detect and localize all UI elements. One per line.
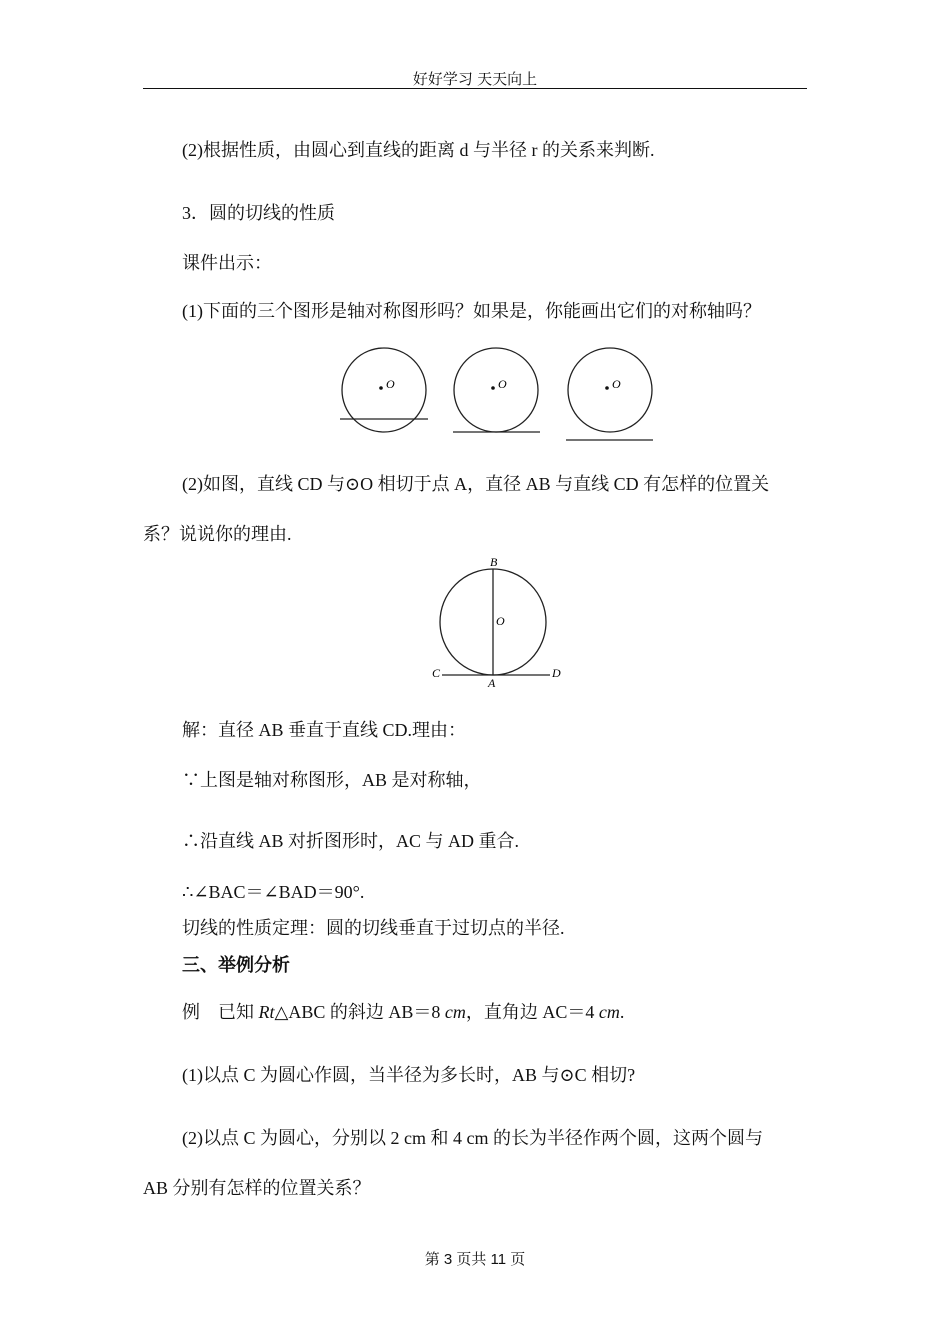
example-mid2: ，直角边 AC＝4 [465, 1002, 599, 1022]
circle-figure-1 [340, 348, 428, 432]
section-heading-3: 3．圆的切线的性质 [182, 203, 335, 223]
example-cm2: cm [598, 1002, 620, 1022]
therefore-line-1: ∴沿直线 AB 对折图形时，AC 与 AD 重合. [182, 831, 520, 851]
because-line: ∵上图是轴对称图形，AB 是对称轴， [182, 770, 482, 790]
example-prefix: 例 已知 [182, 1002, 259, 1022]
question-1: (1)下面的三个图形是轴对称图形吗？如果是，你能画出它们的对称轴吗？ [182, 301, 761, 321]
example-end: . [619, 1002, 625, 1022]
figure-tangent-diameter [420, 552, 570, 688]
label-D: D [552, 666, 561, 680]
text-line-3: 课件出示： [182, 253, 272, 273]
label-B: B [490, 555, 498, 569]
example-question-1: (1)以点 C 为圆心作圆，当半径为多长时，AB 与⊙C 相切? [182, 1065, 636, 1085]
page-header: 好好学习 天天向上 [412, 71, 538, 88]
therefore-line-2: ∴∠BAC＝∠BAD＝90°. [182, 882, 365, 902]
example-mid1: △ABC 的斜边 AB＝8 [274, 1002, 445, 1022]
example-line [182, 1000, 624, 1024]
center-label-2: O [498, 377, 507, 391]
example-cm1: cm [444, 1002, 466, 1022]
example-rt: Rt [258, 1002, 275, 1022]
circle-figure-3 [566, 348, 653, 440]
question-2-line-1: (2)如图，直线 CD 与⊙O 相切于点 A，直径 AB 与直线 CD 有怎样的位置关 [182, 474, 770, 494]
example-question-2-line-2: AB 分别有怎样的位置关系？ [143, 1178, 371, 1198]
page-footer: 第 3 页共 11 页 [424, 1251, 526, 1268]
label-C: C [432, 666, 441, 680]
figure-three-circles [330, 340, 660, 448]
solution-line: 解：直径 AB 垂直于直线 CD.理由： [182, 720, 467, 740]
circle-figure-2 [453, 348, 540, 432]
text-line-1: (2)根据性质，由圆心到直线的距离 d 与半径 r 的关系来判断. [182, 140, 655, 160]
center-label-1: O [386, 377, 395, 391]
section-heading-example: 三、举例分析 [182, 955, 290, 975]
header-rule [143, 88, 807, 89]
center-label-3: O [612, 377, 621, 391]
label-A: A [488, 676, 496, 688]
label-O: O [496, 614, 505, 628]
example-question-2-line-1: (2)以点 C 为圆心，分别以 2 cm 和 4 cm 的长为半径作两个圆，这两个圆与 [182, 1128, 763, 1148]
question-2-line-2: 系？说说你的理由. [143, 524, 292, 544]
theorem-line: 切线的性质定理：圆的切线垂直于过切点的半径. [182, 918, 565, 938]
